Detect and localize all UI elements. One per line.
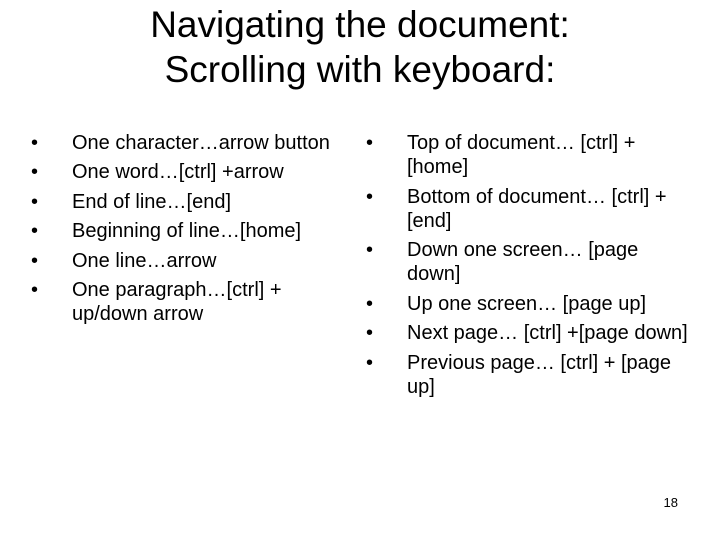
bullet-icon: •	[366, 292, 374, 315]
list-item-text: Bottom of document… [ctrl] + [end]	[407, 185, 667, 232]
list-item-text: Previous page… [ctrl] + [page up]	[407, 351, 672, 398]
list-item	[31, 160, 353, 184]
list-item	[366, 351, 696, 399]
bullet-icon: •	[31, 249, 39, 272]
bullet-icon: •	[31, 190, 39, 213]
bullet-icon: •	[366, 351, 374, 374]
bullet-icon: •	[31, 220, 39, 243]
bullet-icon: •	[366, 239, 374, 262]
page-number: 18	[663, 495, 678, 510]
bullet-icon: •	[366, 322, 374, 345]
bullet-icon: •	[366, 132, 374, 154]
list-item-text: Next page… [ctrl] +[page down]	[407, 322, 688, 345]
list-item	[366, 131, 696, 179]
list-item-text: One line…arrow	[72, 249, 217, 272]
list-item	[31, 278, 353, 326]
list-item-text: One character…arrow button	[72, 132, 330, 154]
bullet-icon: •	[31, 161, 39, 184]
list-item-text: One word…[ctrl] +arrow	[72, 161, 284, 184]
bullet-icon: •	[31, 132, 39, 154]
bullet-icon: •	[31, 278, 39, 301]
list-item	[366, 185, 696, 233]
list-item-text: Beginning of line…[home]	[72, 220, 302, 243]
list-item-text: Up one screen… [page up]	[407, 292, 647, 315]
list-item-text: End of line…[end]	[72, 190, 231, 213]
list-item	[31, 249, 353, 273]
slide-title	[0, 2, 720, 92]
title-line-1: Navigating the document:	[150, 4, 570, 45]
list-item	[366, 321, 696, 345]
list-item	[31, 219, 353, 243]
left-bullet-list	[31, 131, 353, 332]
list-item	[366, 238, 696, 286]
list-item-text: One paragraph…[ctrl] + up/down arrow	[72, 278, 282, 326]
list-item-text: Top of document… [ctrl] +[home]	[407, 132, 636, 179]
title-line-2: Scrolling with keyboard:	[164, 49, 556, 90]
list-item-text: Down one screen… [page down]	[407, 239, 639, 286]
list-item	[31, 190, 353, 214]
bullet-icon: •	[366, 185, 374, 208]
right-bullet-list	[366, 131, 696, 404]
list-item	[366, 292, 696, 316]
list-item	[31, 131, 353, 155]
